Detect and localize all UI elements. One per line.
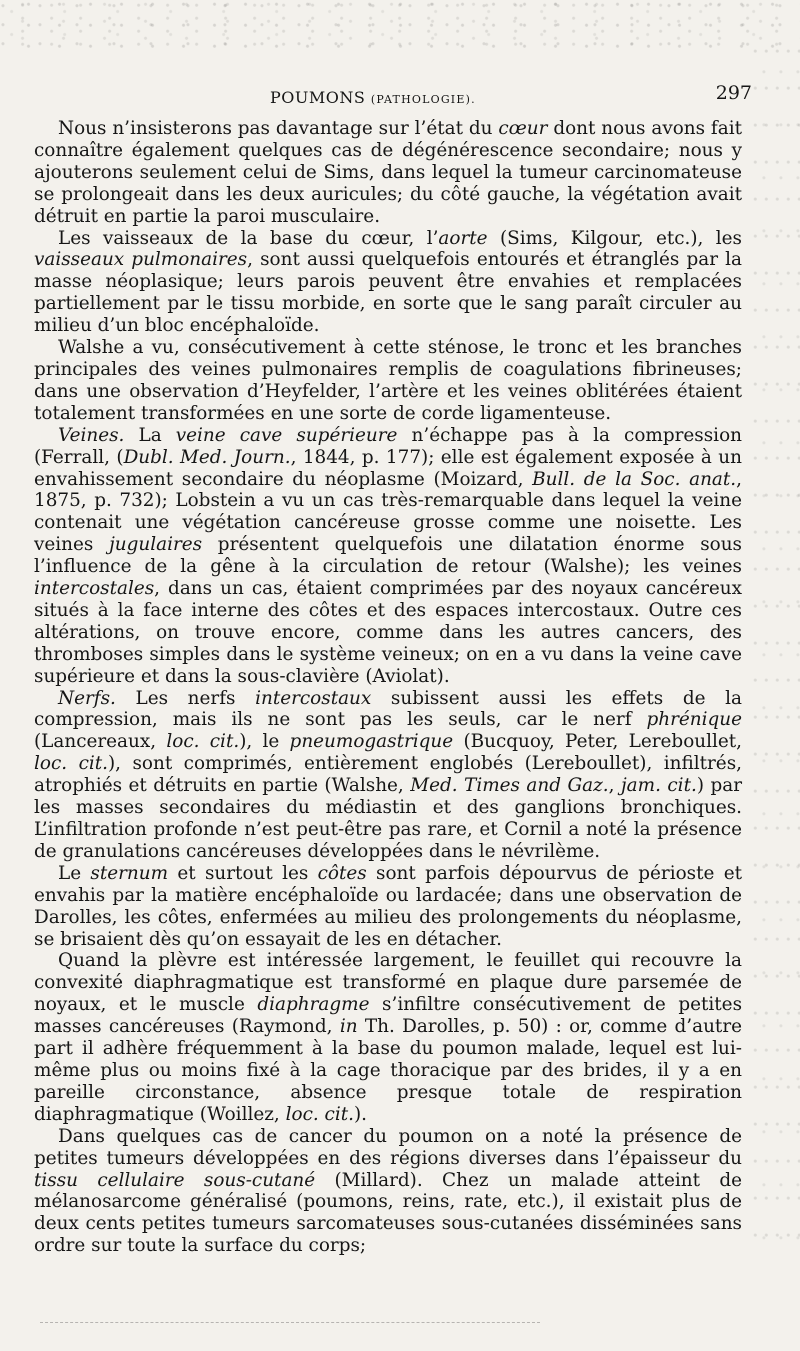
italic-text: tissu cellulaire sous-cutané	[34, 1169, 316, 1191]
text-run: subissent aussi les effets de la compression, mais ils ne sont pas les seuls, car le nerf	[34, 687, 742, 731]
bottom-rule	[40, 1322, 540, 1323]
paragraph	[34, 425, 742, 688]
italic-text: phrénique	[646, 709, 742, 731]
text-run: et surtout les	[168, 862, 318, 884]
italic-text: Dubl. Med. Journ.	[123, 446, 291, 468]
text-run: Les vaisseaux de la base du cœur, l’	[58, 227, 439, 249]
text-run: sont parfois dépourvus de périoste et envahis par la matière encéphaloïde ou lardacée; dans une observation de Darolles, les côtes, enfermées au milieu des prolongements du néoplasme, se brisaient dès qu’on essayait de les en détacher.	[34, 862, 742, 950]
text-run: , 1844, p. 177); elle est également exposée à un envahissement secondaire du néoplasme (Moizard,	[34, 446, 742, 490]
text-run: Dans quelques cas de cancer du poumon on a noté la présence de petites tumeurs développées en des régions diverses dans l’épaisseur du	[34, 1125, 742, 1169]
text-run: ).	[353, 1103, 368, 1125]
italic-text: Med. Times and Gaz.	[410, 775, 609, 797]
italic-text: sternum	[90, 862, 169, 884]
text-run: Quand la plèvre est intéressée largement, le feuillet qui recouvre la convexité diaphragmatique est transformé en plaque dure parsemée de noyaux, et le muscle	[34, 950, 742, 1016]
italic-text: intercostaux	[255, 687, 372, 709]
paragraph	[34, 337, 742, 425]
body-text	[34, 118, 742, 1257]
text-run: s’infiltre consécutivement de petites masses cancéreuses (Raymond,	[34, 994, 743, 1038]
paragraph	[34, 118, 742, 228]
text-run: n’échappe pas à la compression (Ferrall, (	[34, 424, 742, 468]
italic-text: loc. cit.	[34, 753, 108, 775]
text-run: ,	[608, 775, 621, 797]
text-run: (Millard). Chez un malade atteint de mélanosarcome généralisé (poumons, reins, rate, etc.), il existait plus de deux cents petites tumeurs sarcomateuses sous-cutanées disséminées sans ordre sur toute la surface du corps;	[34, 1169, 742, 1257]
scan-speckle-right	[752, 40, 800, 1240]
text-run: (Sims, Kilgour, etc.), les	[487, 227, 742, 249]
italic-text: pneumogastrique	[289, 731, 454, 753]
text-run: , sont aussi quelquefois entourés et étranglés par la masse néoplasique; leurs parois peuvent être envahies et remplacées partiellement par le tissu morbide, en sorte que le sang paraît circuler au milieu d’un bloc encéphaloïde.	[34, 249, 742, 337]
text-run: Les nerfs	[115, 687, 256, 709]
italic-text: veine cave supérieure	[175, 424, 398, 446]
italic-text: côtes	[317, 862, 367, 884]
paragraph	[34, 228, 742, 338]
italic-text: intercostales	[34, 578, 155, 600]
italic-text: Bull. de la Soc. anat.	[532, 468, 737, 490]
text-run: La	[124, 424, 176, 446]
running-head-subtitle: (PATHOLOGIE).	[370, 93, 476, 106]
paragraph	[34, 950, 742, 1125]
italic-text: jugulaires	[109, 534, 203, 556]
text-run: , 1875, p. 732); Lobstein a vu un cas très-remarquable dans lequel la veine contenait une végétation cancéreuse grosse comme une noisette. Les veines	[34, 468, 742, 556]
text-run: ) par les masses secondaires du médiastin et des ganglions bronchiques. L’infiltration profonde n’est peut-être pas rare, et Cornil a noté la présence de granulations cancéreuses développées dans le névrilème.	[34, 775, 742, 862]
paragraph	[34, 1126, 742, 1257]
page-header	[40, 82, 760, 112]
text-run: Nous n’insisterons pas davantage sur l’état du	[58, 118, 499, 139]
italic-text: Veines.	[58, 424, 125, 446]
text-run: présentent quelquefois une dilatation énorme sous l’influence de la gêne à la circulation de retour (Walshe); les veines	[34, 534, 742, 578]
italic-text: cœur	[498, 118, 548, 139]
italic-text: jam. cit.	[620, 775, 697, 797]
italic-text: aorte	[438, 227, 488, 249]
text-run: (Lancereaux,	[34, 731, 167, 753]
paragraph	[34, 863, 742, 951]
text-run: Le	[58, 862, 91, 884]
text-run: ), sont comprimés, entièrement englobés (Lereboullet), infiltrés, atrophiés et détruits en partie (Walshe,	[34, 753, 742, 797]
page-number: 297	[715, 82, 752, 104]
italic-text: in	[339, 1016, 358, 1038]
italic-text: loc. cit.	[285, 1103, 354, 1125]
running-head-title: POUMONS	[270, 88, 366, 107]
italic-text: Nerfs.	[58, 687, 116, 709]
italic-text: loc. cit.	[166, 731, 240, 753]
text-run: Th. Darolles, p. 50) : or, comme d’autre part il adhère fréquemment à la base du poumon malade, lequel est lui-même plus ou moins fixé à la cage thoracique par des brides, il y a en pareille circonstance, absence presque totale de respiration diaphragmatique (Woillez,	[34, 1016, 742, 1125]
text-run: (Bucquoy, Peter, Lereboullet,	[453, 731, 742, 753]
italic-text: vaisseaux pulmonaires	[34, 249, 248, 271]
text-run: Walshe a vu, consécutivement à cette sténose, le tronc et les branches principales des veines pulmonaires remplis de coagulations fibrineuses; dans une observation d’Heyfelder, l’artère et les veines oblitérées étaient totalement transformées en une sorte de corde ligamenteuse.	[34, 337, 742, 424]
scan-speckle-top	[0, 0, 800, 48]
italic-text: diaphragme	[257, 994, 370, 1016]
text-run: , dans un cas, étaient comprimées par des noyaux cancéreux situés à la face interne des côtes et des espaces intercostaux. Outre ces altérations, on trouve encore, comme dans les autres cancers, des thromboses simples dans le système veineux; on en a vu dans la veine cave supérieure et dans la sous-clavière (Aviolat).	[34, 578, 742, 687]
text-run: ), le	[239, 731, 290, 753]
running-head	[270, 88, 476, 107]
paragraph	[34, 688, 742, 863]
text-run: dont nous avons fait connaître également quelques cas de dégénérescence secondaire; nous y ajouterons seulement celui de Sims, dans lequel la tumeur carcinomateuse se prolongeait dans les deux auricules; du côté gauche, la végétation avait détruit en partie la paroi musculaire.	[34, 118, 742, 227]
